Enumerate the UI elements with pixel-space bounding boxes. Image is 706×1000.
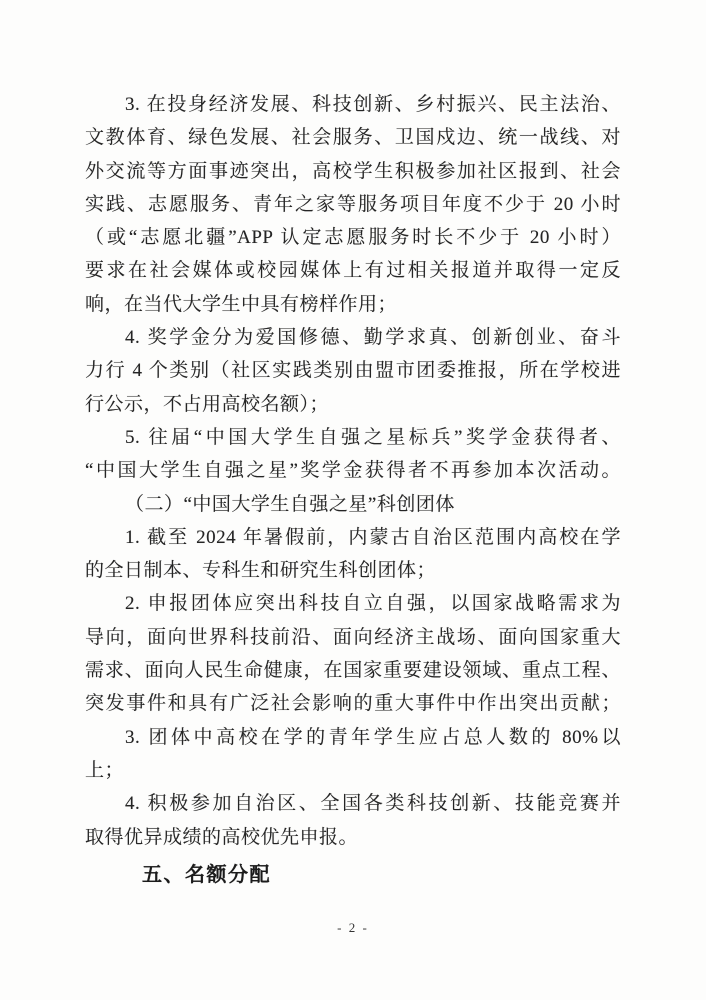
text-line: 上； bbox=[85, 759, 125, 781]
text-line: 实践、志愿服务、青年之家等服务项目年度不少于 20 小时 bbox=[85, 193, 621, 215]
text-line: “中国大学生自强之星”奖学金获得者不再参加本次活动。 bbox=[85, 460, 621, 482]
text-line: （二）“中国大学生自强之星”科创团体 bbox=[125, 493, 455, 515]
text-line: 的全日制本、专科生和研究生科创团体； bbox=[85, 560, 437, 582]
text-line: 4. 积极参加自治区、全国各类科技创新、技能竞赛并 bbox=[125, 793, 621, 815]
text-line: 4. 奖学金分为爱国修德、勤学求真、创新创业、奋斗 bbox=[125, 327, 621, 349]
text-line: 行公示，不占用高校名额）； bbox=[85, 393, 330, 415]
text-line: 要求在社会媒体或校园媒体上有过相关报道并取得一定反 bbox=[85, 260, 621, 282]
text-line: 导向，面向世界科技前沿、面向经济主战场、面向国家重大 bbox=[85, 626, 621, 648]
text-line: 外交流等方面事迹突出，高校学生积极参加社区报到、社会 bbox=[85, 160, 621, 182]
text-line: 3. 团体中高校在学的青年学生应占总人数的 80%以 bbox=[125, 726, 621, 748]
text-line: 文教体育、绿色发展、社会服务、卫国戍边、统一战线、对 bbox=[85, 127, 621, 149]
text-line: 取得优异成绩的高校优先申报。 bbox=[85, 826, 359, 848]
text-line: 突发事件和具有广泛社会影响的重大事件中作出突出贡献； bbox=[85, 693, 621, 715]
text-line: 2. 申报团体应突出科技自立自强，以国家战略需求为 bbox=[125, 593, 621, 615]
text-line: 3. 在投身经济发展、科技创新、乡村振兴、民主法治、 bbox=[125, 94, 621, 115]
page-number: - 2 - bbox=[337, 920, 369, 935]
text-line: 5. 往届“中国大学生自强之星标兵”奖学金获得者、 bbox=[125, 426, 621, 448]
text-line: 需求、面向人民生命健康，在国家重要建设领域、重点工程、 bbox=[85, 660, 621, 682]
document-body bbox=[85, 88, 621, 892]
text-line: （或“志愿北疆”APP 认定志愿服务时长不少于 20 小时） bbox=[85, 227, 621, 249]
text-line: 响，在当代大学生中具有榜样作用； bbox=[85, 293, 398, 315]
section-heading: 五、名额分配 bbox=[142, 863, 271, 886]
text-line: 1. 截至 2024 年暑假前，内蒙古自治区范围内高校在学 bbox=[125, 526, 621, 548]
text-line: 力行 4 个类别（社区实践类别由盟市团委推报，所在学校进 bbox=[85, 360, 621, 382]
